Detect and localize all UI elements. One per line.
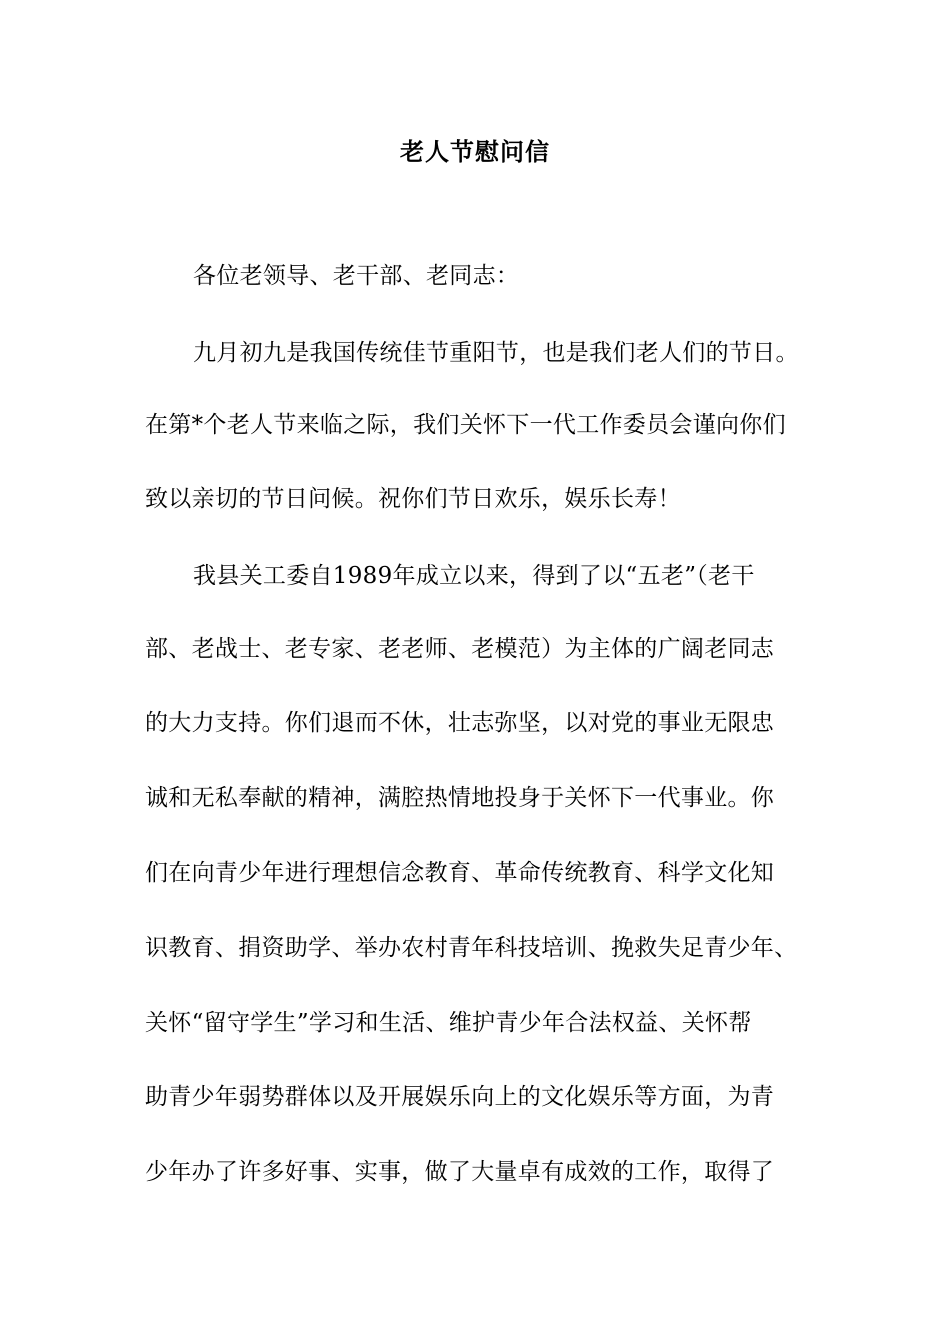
body-line: 致以亲切的节日问候。祝你们节日欢乐，娱乐长寿！ <box>145 486 681 512</box>
body-line: 在第*个老人节来临之际，我们关怀下一代工作委员会谨向你们 <box>145 412 786 438</box>
body-line: 的大力支持。你们退而不休，壮志弥坚，以对党的事业无限忠 <box>145 710 775 736</box>
body-line: 助青少年弱势群体以及开展娱乐向上的文化娱乐等方面，为青 <box>145 1084 775 1110</box>
body-line: 们在向青少年进行理想信念教育、革命传统教育、科学文化知 <box>145 860 775 886</box>
body-line: 诚和无私奉献的精神，满腔热情地投身于关怀下一代事业。你 <box>145 785 775 811</box>
body-line: 关怀“留守学生”学习和生活、维护青少年合法权益、关怀帮 <box>145 1010 752 1036</box>
body-line: 我县关工委自1989年成立以来，得到了以“五老”（老干 <box>193 563 755 589</box>
salutation-line: 各位老领导、老干部、老同志： <box>193 263 520 289</box>
document-title: 老人节慰问信 <box>400 137 550 166</box>
body-line: 九月初九是我国传统佳节重阳节，也是我们老人们的节日。 <box>193 340 799 366</box>
body-line: 部、老战士、老专家、老老师、老模范）为主体的广阔老同志 <box>145 636 775 662</box>
body-line: 少年办了许多好事、实事，做了大量卓有成效的工作，取得了 <box>145 1159 775 1185</box>
body-line: 识教育、捐资助学、举办农村青年科技培训、挽救失足青少年、 <box>145 935 798 961</box>
